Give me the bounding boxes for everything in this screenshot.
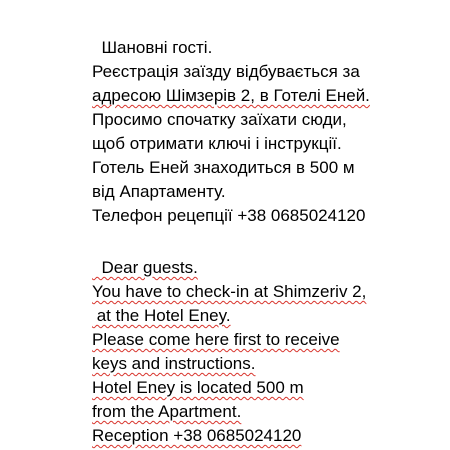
ukrainian-line-1: Реєстрація заїзду відбувається за bbox=[92, 62, 360, 81]
ukrainian-line-5: Готель Еней знаходиться в 500 м bbox=[92, 158, 355, 177]
ukrainian-line-3: Просимо спочатку заїхати сюди, bbox=[92, 110, 347, 129]
english-line-5: Hotel Eney is located 500 m bbox=[92, 378, 304, 397]
english-line-3: Please come here first to receive bbox=[92, 330, 340, 349]
ukrainian-greeting: Шановні гості. bbox=[92, 38, 213, 57]
ukrainian-line-6: від Апартаменту. bbox=[92, 182, 226, 201]
english-line-4: keys and instructions. bbox=[92, 354, 256, 373]
english-line-2: at the Hotel Eney. bbox=[92, 306, 231, 325]
english-line-1: You have to check-in at Shimzeriv 2, bbox=[92, 282, 367, 301]
english-line-7: Reception +38 0685024120 bbox=[92, 426, 302, 445]
english-greeting: Dear guests. bbox=[92, 258, 198, 277]
ukrainian-line-4: щоб отримати ключі і інструкції. bbox=[92, 134, 342, 153]
ukrainian-line-7: Телефон рецепції +38 0685024120 bbox=[92, 206, 366, 225]
english-line-6: from the Apartment. bbox=[92, 402, 242, 421]
ukrainian-line-2: адресою Шімзерів 2, в Готелі Еней. bbox=[92, 86, 370, 105]
